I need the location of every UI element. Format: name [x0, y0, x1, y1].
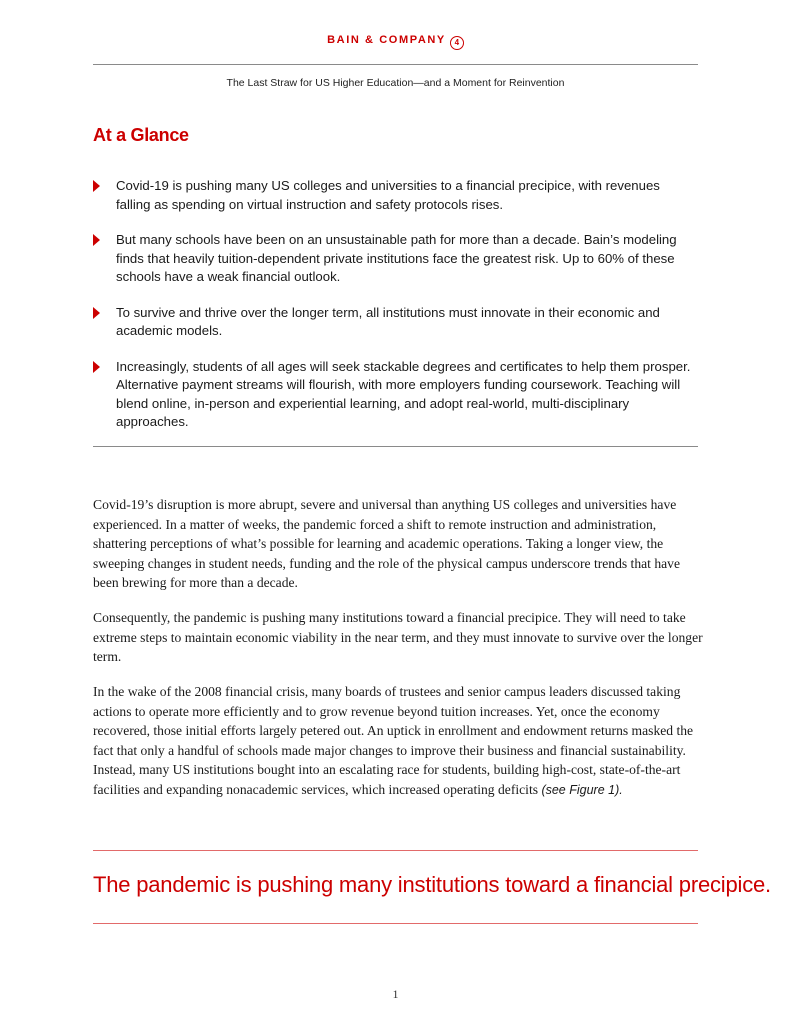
glance-bullet	[93, 358, 698, 432]
glance-bullet	[93, 231, 698, 287]
glance-bullet-text: Covid-19 is pushing many US colleges and universities to a financial precipice, with revenues falling as spending on virtual instruction and safety protocols rises.	[116, 178, 660, 212]
red-triangle-bullet-icon	[93, 307, 100, 319]
document-title: The Last Straw for US Higher Education—and a Moment for Reinvention	[226, 77, 565, 89]
brand-header	[0, 34, 791, 50]
pull-quote-top-divider	[93, 850, 698, 851]
body-paragraph	[93, 682, 703, 800]
glance-bullet-text: Increasingly, students of all ages will seek stackable degrees and certificates to help them prosper. Alternative payment streams will flourish, with more employers funding coursework. Teaching will blend online, in-person and experiential learning, and adopt real-world, multi-disciplinary approaches.	[116, 358, 691, 429]
header-divider	[93, 64, 698, 65]
glance-bullet	[93, 304, 698, 341]
body-paragraph: Consequently, the pandemic is pushing many institutions toward a financial precipice. They will need to take extreme steps to maintain economic viability in the near term, and they must innovate to survive over the longer term.	[93, 610, 703, 664]
glance-heading: At a Glance	[93, 125, 189, 145]
glance-bottom-divider	[93, 446, 698, 447]
red-triangle-bullet-icon	[93, 180, 100, 192]
page-number: 1	[392, 987, 399, 1001]
brand-circle-icon: 4	[450, 36, 464, 50]
red-triangle-bullet-icon	[93, 234, 100, 246]
glance-bullet-text: To survive and thrive over the longer term, all institutions must innovate in their economic and academic models.	[116, 304, 660, 338]
brand-name: BAIN & COMPANY	[327, 34, 446, 46]
body-paragraph-text: In the wake of the 2008 financial crisis, many boards of trustees and senior campus leaders discussed taking actions to operate more efficiently and to grow revenue beyond tuition increases. Yet, once the economy recovered, those initial efforts largely petered out. An uptick in enrollment and endowment returns masked the fact that only a handful of schools made major changes to improve their business and financial sustainability. Instead, many US institutions bought into an escalating race for students, building high-cost, state-of-the-art facilities and expanding nonacademic services, which increased operating deficits	[93, 684, 694, 797]
glance-bullet-text: But many schools have been on an unsustainable path for more than a decade. Bain’s modeling finds that heavily tuition-dependent private institutions face the greatest risk. Up to 60% of these schools have a weak financial outlook.	[116, 232, 677, 284]
figure-reference-link[interactable]: (see Figure 1).	[541, 782, 623, 797]
pull-quote: The pandemic is pushing many institutions toward a financial precipice.	[93, 872, 771, 897]
glance-bullet	[93, 177, 698, 214]
glance-bullet-list	[93, 177, 698, 449]
pull-quote-bottom-divider	[93, 923, 698, 924]
red-triangle-bullet-icon	[93, 361, 100, 373]
body-paragraph: Covid-19’s disruption is more abrupt, severe and universal than anything US colleges and universities have experienced. In a matter of weeks, the pandemic forced a shift to remote instruction and administration, shattering perceptions of what’s possible for learning and academic operations. Taking a longer view, the sweeping changes in student needs, funding and the role of the physical campus underscore trends that have been brewing for more than a decade.	[93, 497, 681, 590]
